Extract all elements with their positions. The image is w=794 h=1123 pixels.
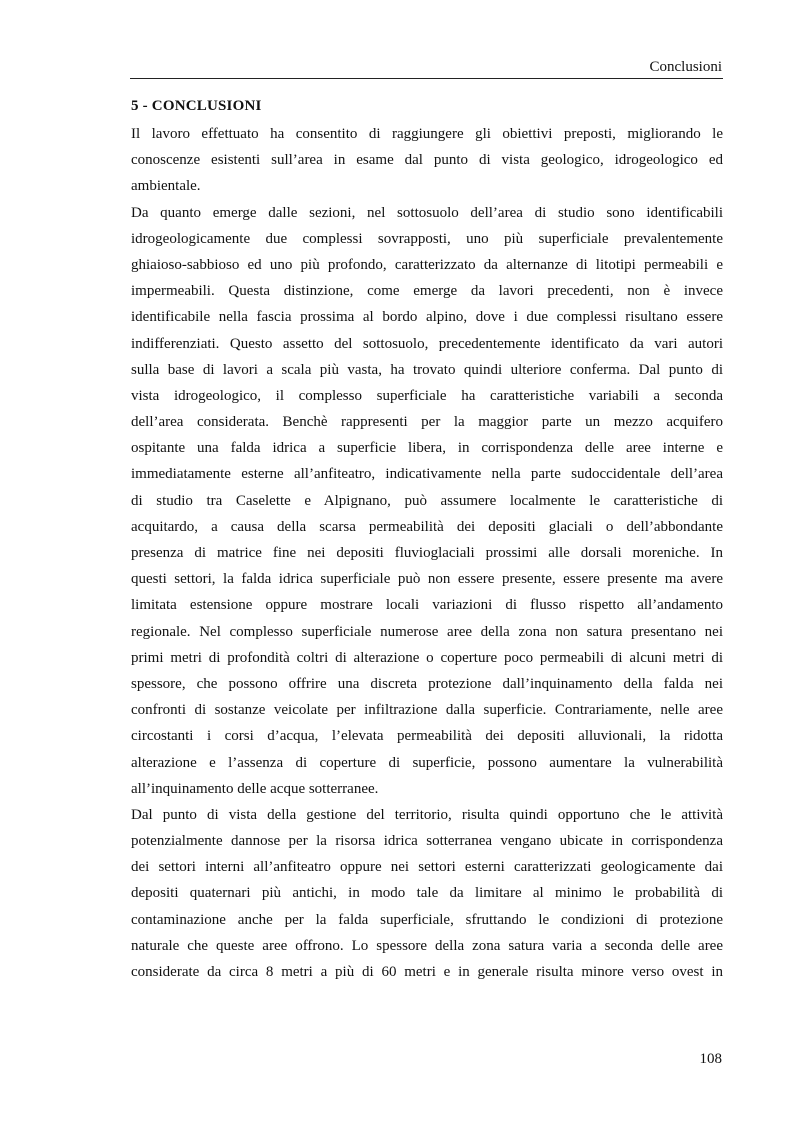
text-line: ospitante una falda idrica a superficie libera, in corrispondenza delle aree interne e — [131, 440, 723, 457]
text-line: dell’area considerata. Benchè rappresenti per la maggior parte un mezzo acquifero — [131, 414, 723, 431]
text-line: potenzialmente dannose per la risorsa idrica sotterranea vengano ubicate in corrispondenza — [131, 833, 723, 850]
text-line: ghiaioso-sabbioso ed uno più profondo, caratterizzato da alternanze di litotipi permeabili e — [131, 256, 723, 273]
text-line: immediatamente esterne all’anfiteatro, indicativamente nella parte sudoccidentale dell’area — [131, 466, 723, 483]
text-line: confronti di sostanze veicolate per infiltrazione dalla superficie. Contrariamente, nelle aree — [131, 702, 723, 719]
text-line: Dal punto di vista della gestione del territorio, risulta quindi opportuno che le attività — [131, 806, 723, 823]
section-title: 5 - CONCLUSIONI — [131, 98, 262, 114]
text-line: questi settori, la falda idrica superficiale può non essere presente, essere presente ma avere — [131, 571, 723, 588]
text-line: circostanti i corsi d’acqua, l’elevata permeabilità dei depositi alluvionali, la ridotta — [131, 728, 723, 745]
running-header-title: Conclusioni — [649, 59, 722, 75]
text-line: impermeabili. Questa distinzione, come emerge da lavori precedenti, non è invece — [131, 283, 723, 300]
text-line: depositi quaternari più antichi, in modo tale da limitare al minimo le probabilità di — [131, 885, 723, 902]
text-line: spessore, che possono offrire una discreta protezione dall’inquinamento della falda nei — [131, 675, 723, 692]
text-line: Il lavoro effettuato ha consentito di raggiungere gli obiettivi preposti, migliorando le — [131, 126, 723, 142]
text-line: primi metri di profondità coltri di alterazione o coperture poco permeabili di alcuni metri di — [131, 649, 723, 666]
page-number: 108 — [699, 1051, 722, 1067]
paragraph-3 — [131, 802, 723, 985]
text-line: indifferenziati. Questo assetto del sottosuolo, precedentemente identificato da vari autori — [131, 335, 723, 352]
paragraph-1 — [131, 121, 723, 200]
text-line: all’inquinamento delle acque sotterranee. — [131, 780, 379, 797]
text-line: di studio tra Caselette e Alpignano, può assumere localmente le caratteristiche di — [131, 492, 723, 509]
text-line: vista idrogeologico, il complesso superficiale ha caratteristiche variabili a seconda — [131, 387, 723, 404]
text-line: regionale. Nel complesso superficiale numerose aree della zona non satura presentano nei — [131, 623, 723, 640]
text-line: idrogeologicamente due complessi sovrapposti, uno più superficiale prevalentemente — [131, 230, 723, 247]
text-line: contaminazione anche per la falda superficiale, sfruttando le condizioni di protezione — [131, 911, 723, 928]
document-body — [131, 95, 723, 985]
text-line: limitata estensione oppure mostrare locali variazioni di flusso rispetto all’andamento — [131, 597, 723, 614]
text-line: ambientale. — [131, 178, 201, 195]
text-line: Da quanto emerge dalle sezioni, nel sottosuolo dell’area di studio sono identificabili — [131, 204, 723, 221]
text-line: conoscenze esistenti sull’area in esame dal punto di vista geologico, idrogeologico ed — [131, 152, 723, 169]
text-line: dei settori interni all’anfiteatro oppure nei settori esterni caratterizzati geologicamente dai — [131, 859, 723, 876]
paragraph-2 — [131, 200, 723, 802]
text-line: alterazione e l’assenza di coperture di superficie, possono aumentare la vulnerabilità — [131, 754, 723, 771]
text-line: acquitardo, a causa della scarsa permeabilità dei depositi glaciali o dell’abbondante — [131, 518, 723, 535]
text-line: naturale che queste aree offrono. Lo spessore della zona satura varia a seconda delle aree — [131, 937, 723, 954]
text-line: identificabile nella fascia prossima al bordo alpino, dove i due complessi risultano essere — [131, 309, 723, 326]
text-line: presenza di matrice fine nei depositi fluvioglaciali prossimi alle dorsali moreniche. In — [131, 545, 723, 561]
text-line: sulla base di lavori a scala più vasta, ha trovato quindi ulteriore conferma. Dal punto di — [131, 361, 723, 378]
header-rule — [130, 78, 723, 79]
text-line: considerate da circa 8 metri a più di 60 metri e in generale risulta minore verso ovest in — [131, 964, 723, 980]
